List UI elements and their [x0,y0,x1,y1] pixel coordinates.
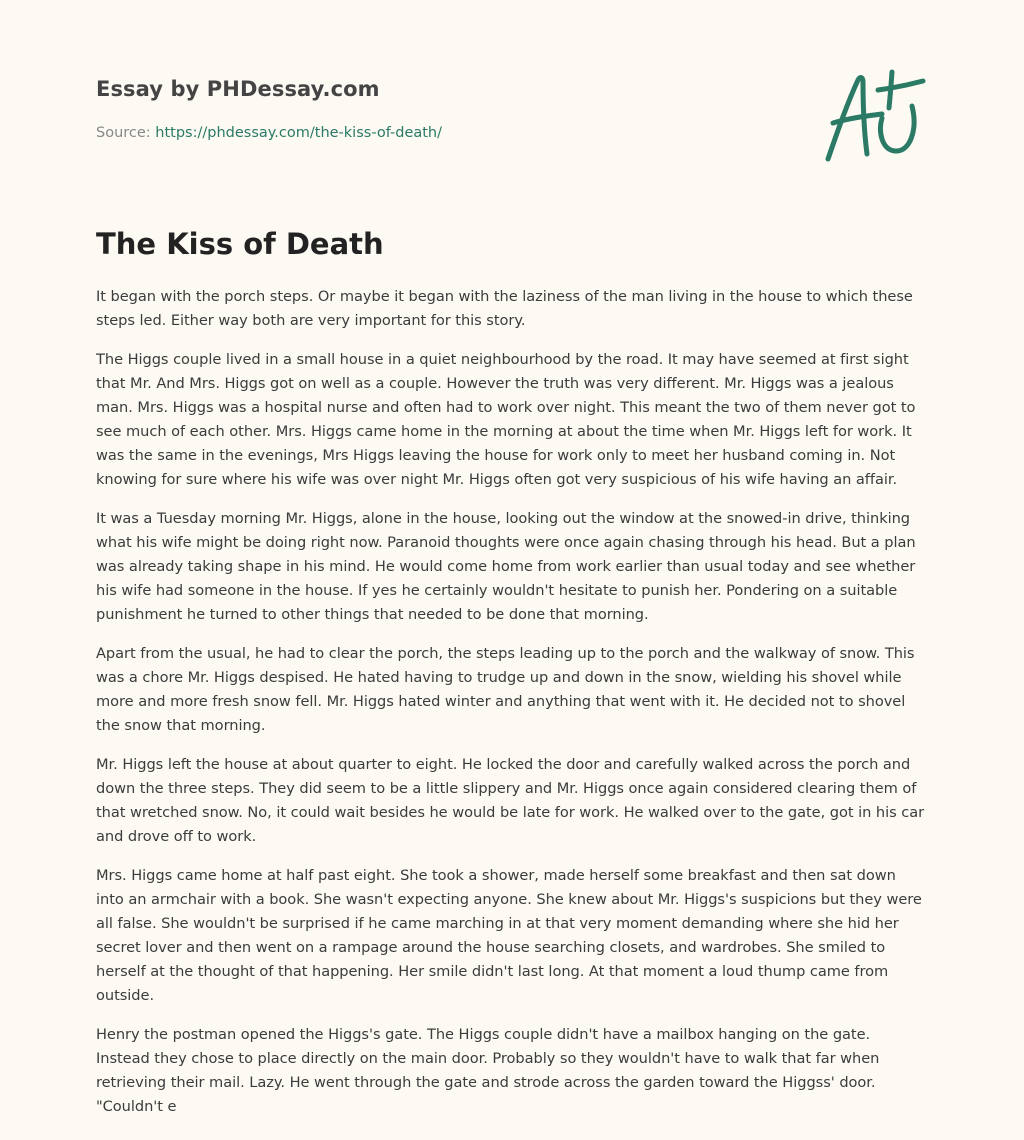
site-name: Essay by PHDessay.com [96,77,380,101]
essay-paragraph: The Higgs couple lived in a small house in a quiet neighbourhood by the road. It may have seemed at first sight that Mr. And Mrs. Higgs got on well as a couple. However the truth was very different. Mr. Higgs was a jealous man. Mrs. Higgs was a hospital nurse and often had to work over night. This meant the two of them never got to see much of each other. Mrs. Higgs came home in the morning at about the time when Mr. Higgs left for work. It was the same in the evenings, Mrs Higgs leaving the house for work only to meet her husband coming in. Not knowing for sure where his wife was over night Mr. Higgs often got very suspicious of his wife having an affair. [96,351,916,488]
essay-body [96,285,928,1134]
a-plus-logo-icon [820,66,930,166]
essay-paragraph: It was a Tuesday morning Mr. Higgs, alone in the house, looking out the window at the snowed-in drive, thinking what his wife might be doing right now. Paranoid thoughts were once again chasing through his head. But a plan was already taking shape in his mind. He would come home from work earlier than usual today and see whether his wife had someone in the house. If yes he certainly wouldn't hesitate to punish her. Pondering on a suitable punishment he turned to other things that needed to be done that morning. [96,510,916,623]
essay-paragraph: Apart from the usual, he had to clear the porch, the steps leading up to the porch and the walkway of snow. This was a chore Mr. Higgs despised. He hated having to trudge up and down in the snow, wielding his shovel while more and more fresh snow fell. Mr. Higgs hated winter and anything that went with it. He decided not to shovel the snow that morning. [96,645,915,734]
essay-header [96,74,796,141]
essay-paragraph: It began with the porch steps. Or maybe it began with the laziness of the man living in the house to which these steps led. Either way both are very important for this story. [96,288,913,329]
essay-paragraph: Mr. Higgs left the house at about quarter to eight. He locked the door and carefully walked across the porch and down the three steps. They did seem to be a little slippery and Mr. Higgs once again considered clearing them of that wretched snow. No, it could wait besides he would be late for work. He walked over to the gate, got in his car and drove off to work. [96,756,925,845]
essay-paragraph: Mrs. Higgs came home at half past eight. She took a shower, made herself some breakfast and then sat down into an armchair with a book. She wasn't expecting anyone. She knew about Mr. Higgs's suspicions but they were all false. She wouldn't be surprised if he came marching in at that very moment demanding where she hid her secret lover and then went on a rampage around the house searching closets, and wardrobes. She smiled to herself at the thought of that happening. Her smile didn't last long. At that moment a loud thump came from outside. [96,867,922,1004]
essay-title: The Kiss of Death [96,227,384,261]
source-line [96,123,442,143]
essay-paragraph: Henry the postman opened the Higgs's gate. The Higgs couple didn't have a mailbox hanging on the gate. Instead they chose to place directly on the main door. Probably so they wouldn't have to walk that far when retrieving their mail. Lazy. He went through the gate and strode across the garden toward the Higgss' door. "Couldn't e [96,1026,880,1115]
source-label: Source: [96,125,151,141]
source-link[interactable]: https://phdessay.com/the-kiss-of-death/ [155,125,443,141]
